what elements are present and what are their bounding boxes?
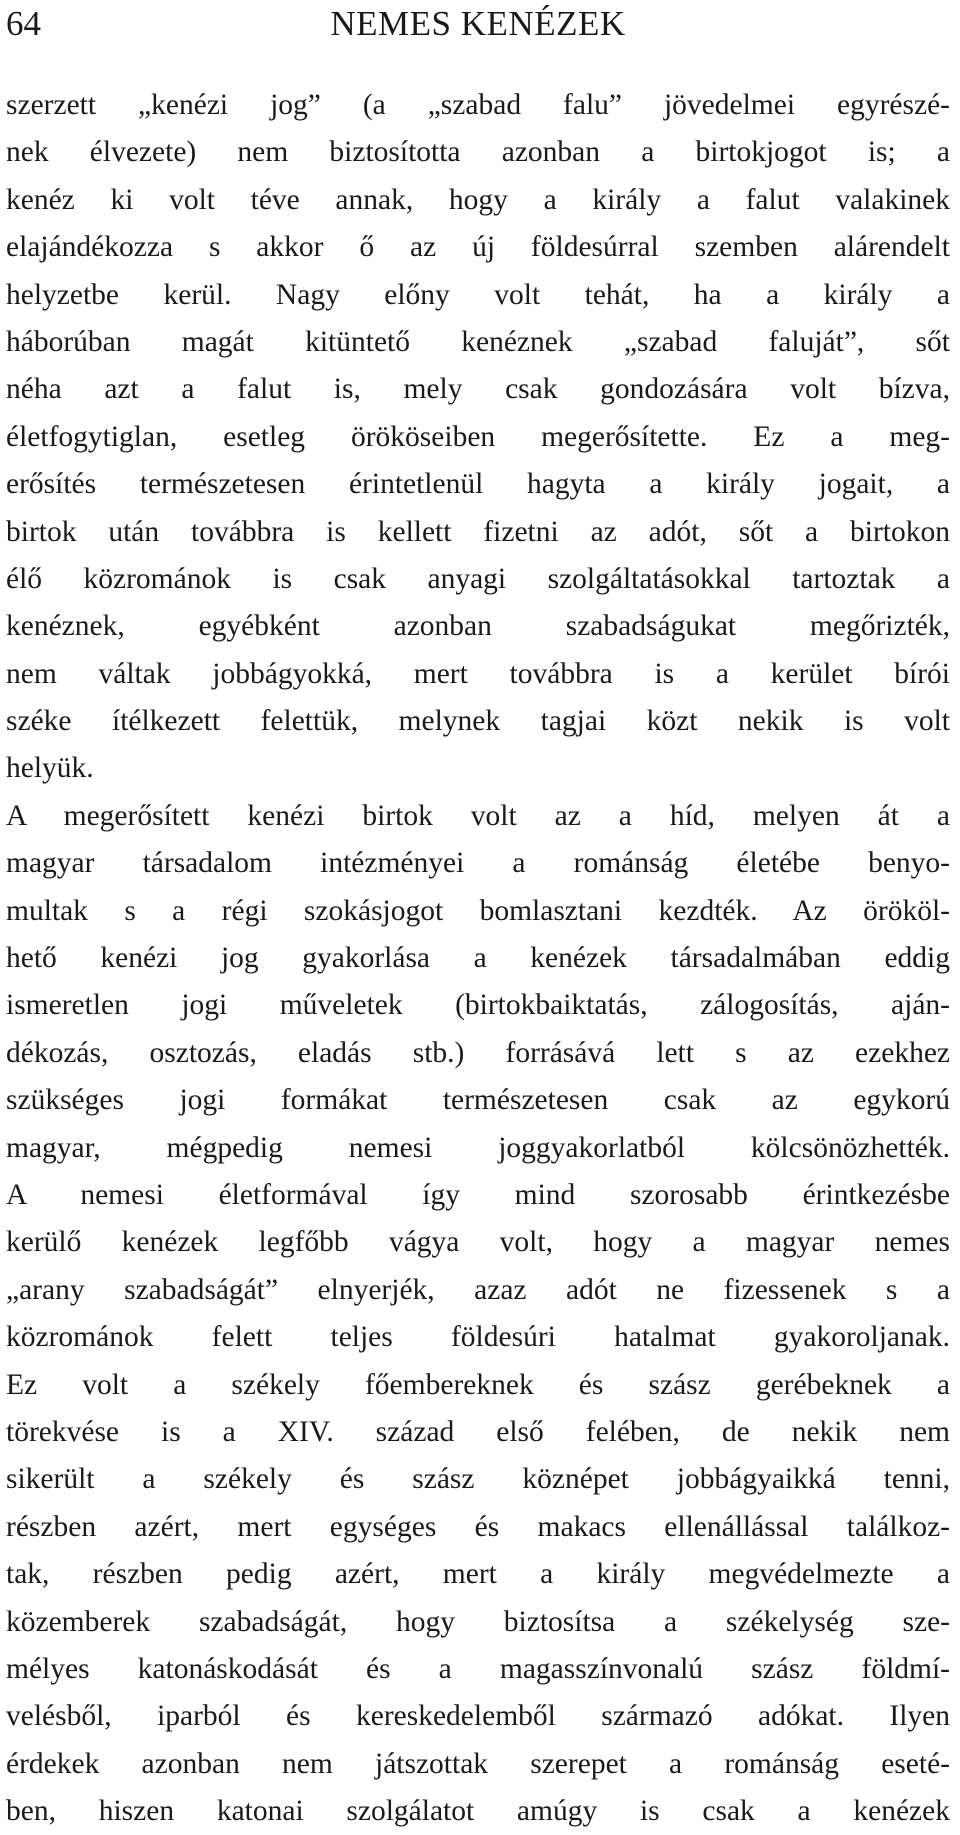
text-line: nem váltak jobbágyokká, mert továbbra is a kerület bírói	[6, 657, 950, 690]
text-line: Ez volt a székely főembereknek és szász gerébeknek a	[6, 1368, 950, 1401]
paragraph-start-line: A megerősített kenézi birtok volt az a híd, melyen át a	[6, 799, 950, 832]
text-line: ismeretlen jogi műveletek (birtokbaiktatás, zálogosítás, aján-	[6, 989, 950, 1022]
text-line: néha azt a falut is, mely csak gondozására volt bízva,	[6, 373, 950, 406]
text-line: tak, részben pedig azért, mert a király megvédelmezte a	[6, 1558, 950, 1591]
text-line: részben azért, mert egységes és makacs ellenállással találkoz-	[6, 1510, 950, 1543]
text-line: „arany szabadságát” elnyerjék, azaz adót ne fizessenek s a	[6, 1273, 950, 1306]
body-text	[6, 82, 950, 1835]
text-line: ben, hiszen katonai szolgálatot amúgy is csak a kenézek	[6, 1795, 950, 1828]
page-number: 64	[6, 4, 41, 43]
text-line: sikerült a székely és szász köznépet jobbágyaikká tenni,	[6, 1463, 950, 1496]
text-line: közrománok felett teljes földesúri hatalmat gyakoroljanak.	[6, 1321, 950, 1354]
text-line: helyzetbe kerül. Nagy előny volt tehát, ha a király a	[6, 278, 950, 311]
text-line: életfogytiglan, esetleg örököseiben megerősítette. Ez a meg-	[6, 420, 950, 453]
text-line: magyar, mégpedig nemesi joggyakorlatból kölcsönözhették.	[6, 1131, 950, 1164]
text-line: háborúban magát kitüntető kenéznek „szabad faluját”, sőt	[6, 325, 950, 358]
running-head: NEMES KENÉZEK	[330, 4, 626, 43]
text-line: erősítés természetesen érintetlenül hagyta a király jogait, a	[6, 468, 950, 501]
text-line: szükséges jogi formákat természetesen csak az egykorú	[6, 1084, 950, 1117]
text-line: szerzett „kenézi jog” (a „szabad falu” jövedelmei egyrészé-	[6, 89, 950, 121]
text-line: nek élvezete) nem biztosította azonban a birtokjogot is; a	[6, 136, 950, 169]
text-line: mélyes katonáskodását és a magasszínvonalú szász földmí-	[6, 1652, 950, 1685]
text-line: magyar társadalom intézményei a románság életébe benyo-	[6, 847, 950, 880]
text-line: elajándékozza s akkor ő az új földesúrral szemben alárendelt	[6, 231, 950, 264]
text-line: élő közrománok is csak anyagi szolgáltatásokkal tartoztak a	[6, 562, 950, 595]
text-line: A nemesi életformával így mind szorosabb érintkezésbe	[6, 1178, 950, 1211]
page-header	[6, 0, 950, 60]
text-line: velésből, iparból és kereskedelemből származó adókat. Ilyen	[6, 1700, 950, 1733]
text-line: multak s a régi szokásjogot bomlasztani kezdték. Az örököl-	[6, 894, 950, 927]
text-line: hető kenézi jog gyakorlása a kenézek társadalmában eddig	[6, 942, 950, 975]
text-line: kenéz ki volt téve annak, hogy a király a falut valakinek	[6, 183, 950, 216]
book-page	[6, 0, 950, 1828]
paragraph-end-line: helyük.	[6, 752, 94, 785]
text-line: törekvése is a XIV. század első felében, de nekik nem	[6, 1415, 950, 1448]
text-line: kenéznek, egyébként azonban szabadságukat megőrizték,	[6, 610, 950, 643]
text-line: széke ítélkezett felettük, melynek tagjai közt nekik is volt	[6, 705, 950, 738]
text-line: dékozás, osztozás, eladás stb.) forrásává lett s az ezekhez	[6, 1036, 950, 1069]
text-line: érdekek azonban nem játszottak szerepet a románság eseté-	[6, 1747, 950, 1780]
text-line: kerülő kenézek legfőbb vágya volt, hogy a magyar nemes	[6, 1226, 950, 1259]
text-line: birtok után továbbra is kellett fizetni az adót, sőt a birtokon	[6, 515, 950, 548]
text-line: közemberek szabadságát, hogy biztosítsa a székelység sze-	[6, 1605, 950, 1638]
